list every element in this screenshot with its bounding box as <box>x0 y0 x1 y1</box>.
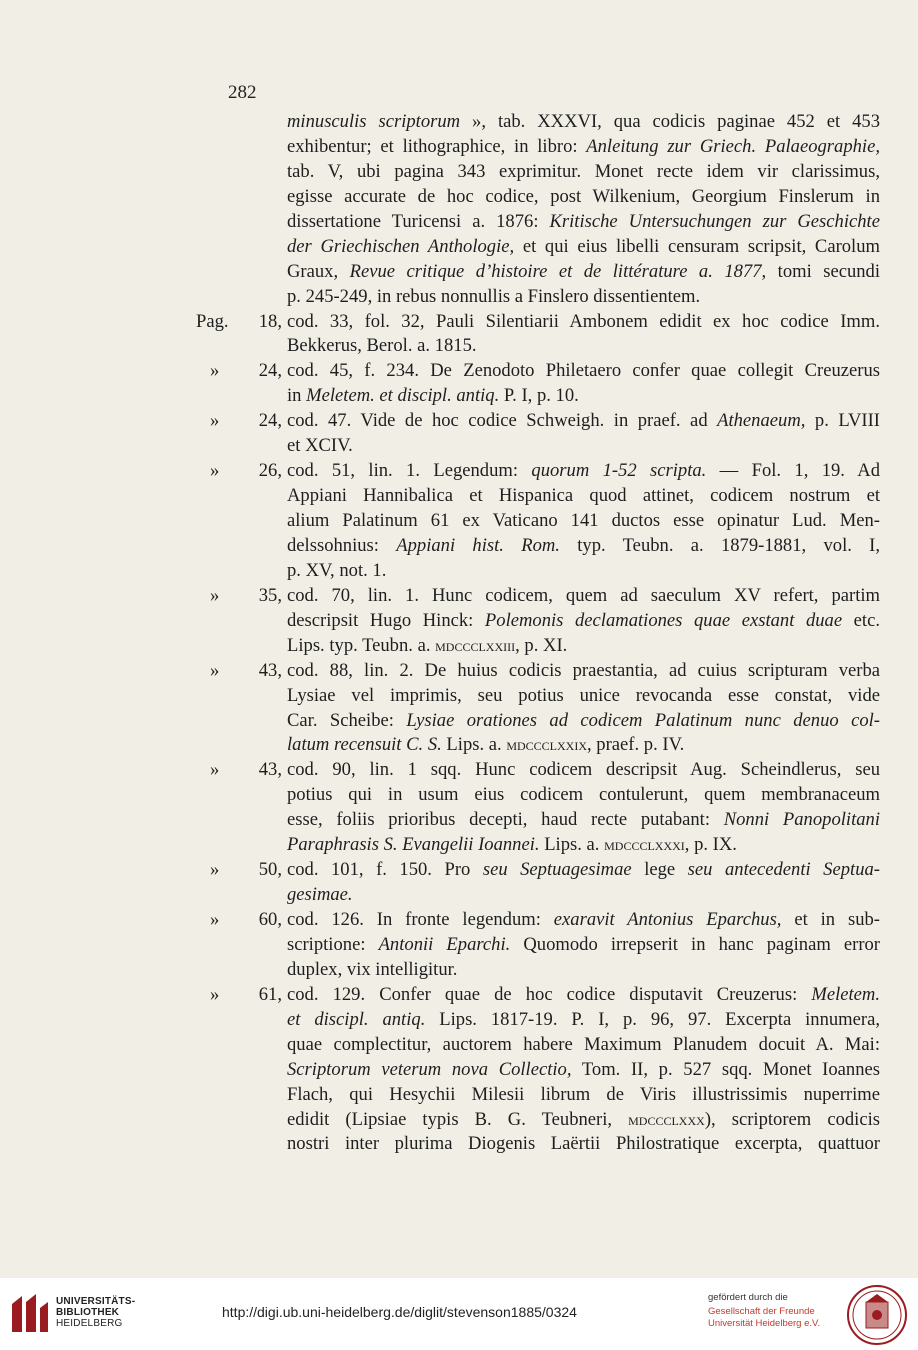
text-line <box>196 733 880 758</box>
body-text: cod. 70, lin. 1. Hunc codicem, quem ad saeculum XV refert, partim <box>287 584 880 606</box>
text-line <box>196 1058 880 1083</box>
body-text: cod. 126. In fronte legendum: <box>287 909 554 930</box>
body-text: dissertatione Turicensi a. 1876: <box>287 210 550 232</box>
text-line <box>196 185 880 210</box>
entry-page-ref: 35, <box>258 584 282 606</box>
page-number: 282 <box>228 82 257 103</box>
smallcaps-text: mdccclxxix <box>506 735 587 755</box>
text-line <box>196 1132 880 1157</box>
body-text: typ. Teubn. a. 1879-1881, vol. I, <box>559 534 881 556</box>
entry-page-ref: 61, <box>258 983 282 1005</box>
body-text: p. XV, not. 1. <box>287 559 387 581</box>
entry-page-ref: 26, <box>258 460 282 482</box>
italic-text: Antonii Eparchi. <box>378 933 511 955</box>
text-line <box>196 634 880 659</box>
italic-text: quorum 1-52 scripta. <box>531 460 707 482</box>
entry-first-line <box>196 459 880 484</box>
body-text: edidit (Lipsiae typis B. G. Teubneri, <box>287 1108 629 1130</box>
italic-text: Lysiae orationes ad codicem Palatinum nunc denuo col- <box>406 709 881 731</box>
text-line <box>196 684 880 709</box>
entry-page-ref: 50, <box>258 859 282 881</box>
body-text: delssohnius: <box>287 534 397 556</box>
body-text: et in sub- <box>781 909 880 930</box>
text-line <box>196 160 880 185</box>
body-text: cod. 88, lin. 2. De huius codicis praestantia, ad cuius scripturam verba <box>287 659 880 681</box>
text-line <box>196 1033 880 1058</box>
entry-page-ref: 24, <box>258 410 282 432</box>
text-line <box>196 110 880 135</box>
text-line <box>196 484 880 509</box>
body-text: », tab. XXXVI, qua codicis paginae 452 et 453 <box>460 111 880 132</box>
italic-text: Nonni Panopolitani <box>723 809 880 831</box>
body-text: cod. 47. Vide de hoc codice Schweigh. in praef. ad <box>287 410 718 432</box>
footer-bar <box>0 1278 918 1350</box>
body-text: Appiani Hannibalica et Hispanica quod attinet, codicem nostrum et <box>287 485 880 507</box>
text-line <box>196 1008 880 1033</box>
entry-marker: » <box>210 759 220 781</box>
body-text: Flach, qui Hesychii Milesii librum de Viris illustrissimis nuperrime <box>287 1083 880 1105</box>
body-text: , p. XI. <box>515 634 568 656</box>
smallcaps-text: mdccclxxx <box>628 1109 705 1129</box>
body-text: alium Palatinum 61 ex Vaticano 141 ductos esse opinatur Lud. Men- <box>287 510 880 531</box>
body-text: cod. 51, lin. 1. Legendum: <box>287 460 532 482</box>
text-line <box>196 509 880 534</box>
italic-text: Revue critique d’histoire et de littérature a. 1877, <box>349 260 767 282</box>
entry-first-line <box>196 310 880 335</box>
entry-first-line <box>196 409 880 434</box>
page-text <box>196 110 880 1157</box>
italic-text: Scriptorum veterum nova Collectio, <box>287 1058 572 1080</box>
body-text: Bekkerus, Berol. a. 1815. <box>287 335 477 357</box>
entry-marker: » <box>210 859 220 881</box>
italic-text: Polemonis declamationes quae exstant duae <box>484 609 843 631</box>
text-line <box>196 135 880 160</box>
text-line <box>196 1108 880 1133</box>
sponsor-label: gefördert durch die <box>708 1292 788 1303</box>
text-line <box>196 384 880 409</box>
body-text: Lysiae vel imprimis, seu potius unice revocanda esse constat, vide <box>287 684 880 706</box>
entry-marker: » <box>210 460 220 482</box>
italic-text: Meletem. et discipl. antiq. <box>306 385 500 407</box>
body-text: Lips. 1817-19. P. I, p. 96, 97. Excerpta innumera, <box>425 1008 880 1030</box>
body-text: etc. <box>842 609 880 631</box>
text-line <box>196 334 880 359</box>
text-line <box>196 235 880 260</box>
body-text: et XCIV. <box>287 435 353 457</box>
body-text: nostri inter plurima Diogenis Laërtii Philostratique excerpta, quattuor <box>287 1133 880 1155</box>
entry-first-line <box>196 359 880 384</box>
body-text: cod. 101, f. 150. Pro <box>287 859 483 881</box>
entry-marker: » <box>210 410 220 432</box>
entry-first-line <box>196 584 880 609</box>
body-text: Tom. II, p. 527 sqq. Monet Ioannes <box>571 1058 880 1080</box>
entry-page-ref: 18, <box>258 310 282 332</box>
body-text: duplex, vix intelligitur. <box>287 958 458 980</box>
entry-first-line <box>196 858 880 883</box>
entry-marker: » <box>210 909 220 930</box>
italic-text: Kritische Untersuchungen zur Geschichte <box>549 210 880 232</box>
body-text: cod. 90, lin. 1 sqq. Hunc codicem descripsit Aug. Scheindlerus, seu <box>287 759 880 781</box>
italic-text: Athenaeum, <box>717 410 806 432</box>
entry-marker: » <box>210 659 220 681</box>
permalink-url[interactable]: http://digi.ub.uni-heidelberg.de/diglit/stevenson1885/0324 <box>222 1304 577 1320</box>
entry-page-ref: 24, <box>258 360 282 382</box>
italic-text: Anleitung zur Griech. Palaeographie, <box>586 135 880 157</box>
body-text: — Fol. 1, 19. Ad <box>706 460 880 482</box>
text-line <box>196 958 880 983</box>
body-text: scriptione: <box>287 933 379 955</box>
body-text: tab. V, ubi pagina 343 exprimitur. Monet recte idem vir clarissimus, <box>287 160 880 182</box>
entry-first-line <box>196 983 880 1008</box>
italic-text: der Griechischen Anthologie, <box>287 235 515 257</box>
italic-text: seu Septuagesimae <box>482 859 632 881</box>
text-line <box>196 260 880 285</box>
body-text: Lips. a. <box>441 734 507 756</box>
italic-text: latum recensuit C. S. <box>287 734 442 756</box>
text-line <box>196 833 880 858</box>
library-name: UNIVERSITÄTS- BIBLIOTHEK HEIDELBERG <box>56 1296 136 1329</box>
body-text: tomi secundi <box>766 260 881 282</box>
text-line <box>196 709 880 734</box>
text-line <box>196 933 880 958</box>
library-logo-icon <box>8 1292 52 1336</box>
smallcaps-text: mdccclxxiii <box>435 635 516 655</box>
italic-text: Meletem. <box>811 983 880 1005</box>
entry-marker: » <box>210 360 220 382</box>
body-text: p. LVIII <box>805 410 880 432</box>
body-text: quae complectitur, auctorem habere Maximum Planudem docuit A. Mai: <box>287 1033 880 1055</box>
body-text: descripsit Hugo Hinck: <box>287 609 485 631</box>
body-text: egisse accurate de hoc codice, post Wilkenium, Georgium Finslerum in <box>287 185 880 207</box>
body-text: potius qui in usum eius codicem contulerunt, quem membranaceum <box>287 784 880 806</box>
body-text: in <box>287 385 307 407</box>
italic-text: minusculis scriptorum <box>287 111 461 132</box>
entry-first-line <box>196 908 880 933</box>
entry-page-ref: 43, <box>258 659 282 681</box>
body-text: Lips. a. <box>539 834 605 856</box>
text-line <box>196 534 880 559</box>
sponsor-name: Gesellschaft der Freunde Universität Heidelberg e.V. <box>708 1306 821 1329</box>
entry-page-ref: 43, <box>258 759 282 781</box>
entry-marker: » <box>210 584 220 606</box>
body-text: cod. 45, f. 234. De Zenodoto Philetaero confer quae collegit Creuzerus <box>287 360 880 382</box>
text-line <box>196 1083 880 1108</box>
italic-text: Paraphrasis S. Evangelii Ioannei. <box>287 834 540 856</box>
text-line <box>196 434 880 459</box>
italic-text: seu antecedenti Septua- <box>687 859 880 881</box>
body-text: ), scriptorem codicis <box>704 1108 880 1130</box>
italic-text: Appiani hist. Rom. <box>396 534 560 556</box>
entry-first-line <box>196 758 880 783</box>
italic-text: et discipl. antiq. <box>287 1008 426 1030</box>
text-line <box>196 285 880 310</box>
body-text: cod. 33, fol. 32, Pauli Silentiarii Ambonem edidit ex hoc codice Imm. <box>287 310 880 332</box>
entry-marker: » <box>210 983 220 1005</box>
body-text: Car. Scheibe: <box>287 709 407 731</box>
text-line <box>196 210 880 235</box>
body-text: exhibentur; et lithographice, in libro: <box>287 135 587 157</box>
text-line <box>196 883 880 908</box>
body-text: et qui eius libelli censuram scripsit, Carolum <box>514 235 880 257</box>
text-line <box>196 808 880 833</box>
italic-text: exaravit Antonius Eparchus, <box>553 909 782 930</box>
italic-text: gesimae. <box>287 884 353 906</box>
body-text: Graux, <box>287 260 350 282</box>
body-text: P. I, p. 10. <box>499 385 579 407</box>
body-text: , p. IX. <box>684 834 737 856</box>
smallcaps-text: mdccclxxxi <box>604 835 685 855</box>
text-line <box>196 559 880 584</box>
entry-first-line <box>196 659 880 684</box>
body-text: cod. 129. Confer quae de hoc codice disputavit Creuzerus: <box>287 983 812 1005</box>
body-text: , praef. p. IV. <box>587 734 685 756</box>
body-text: p. 245-249, in rebus nonnullis a Finslero dissentientem. <box>287 285 701 307</box>
body-text: Quomodo irrepserit in hanc paginam error <box>510 933 880 955</box>
body-text: lege <box>631 859 688 881</box>
entry-page-ref: 60, <box>258 909 282 930</box>
university-seal-icon <box>846 1284 908 1346</box>
text-line <box>196 783 880 808</box>
entry-marker: Pag. <box>196 310 229 332</box>
body-text: esse, foliis prioribus decepti, haud recte putabant: <box>287 809 724 831</box>
body-text: Lips. typ. Teubn. a. <box>287 634 436 656</box>
text-line <box>196 609 880 634</box>
